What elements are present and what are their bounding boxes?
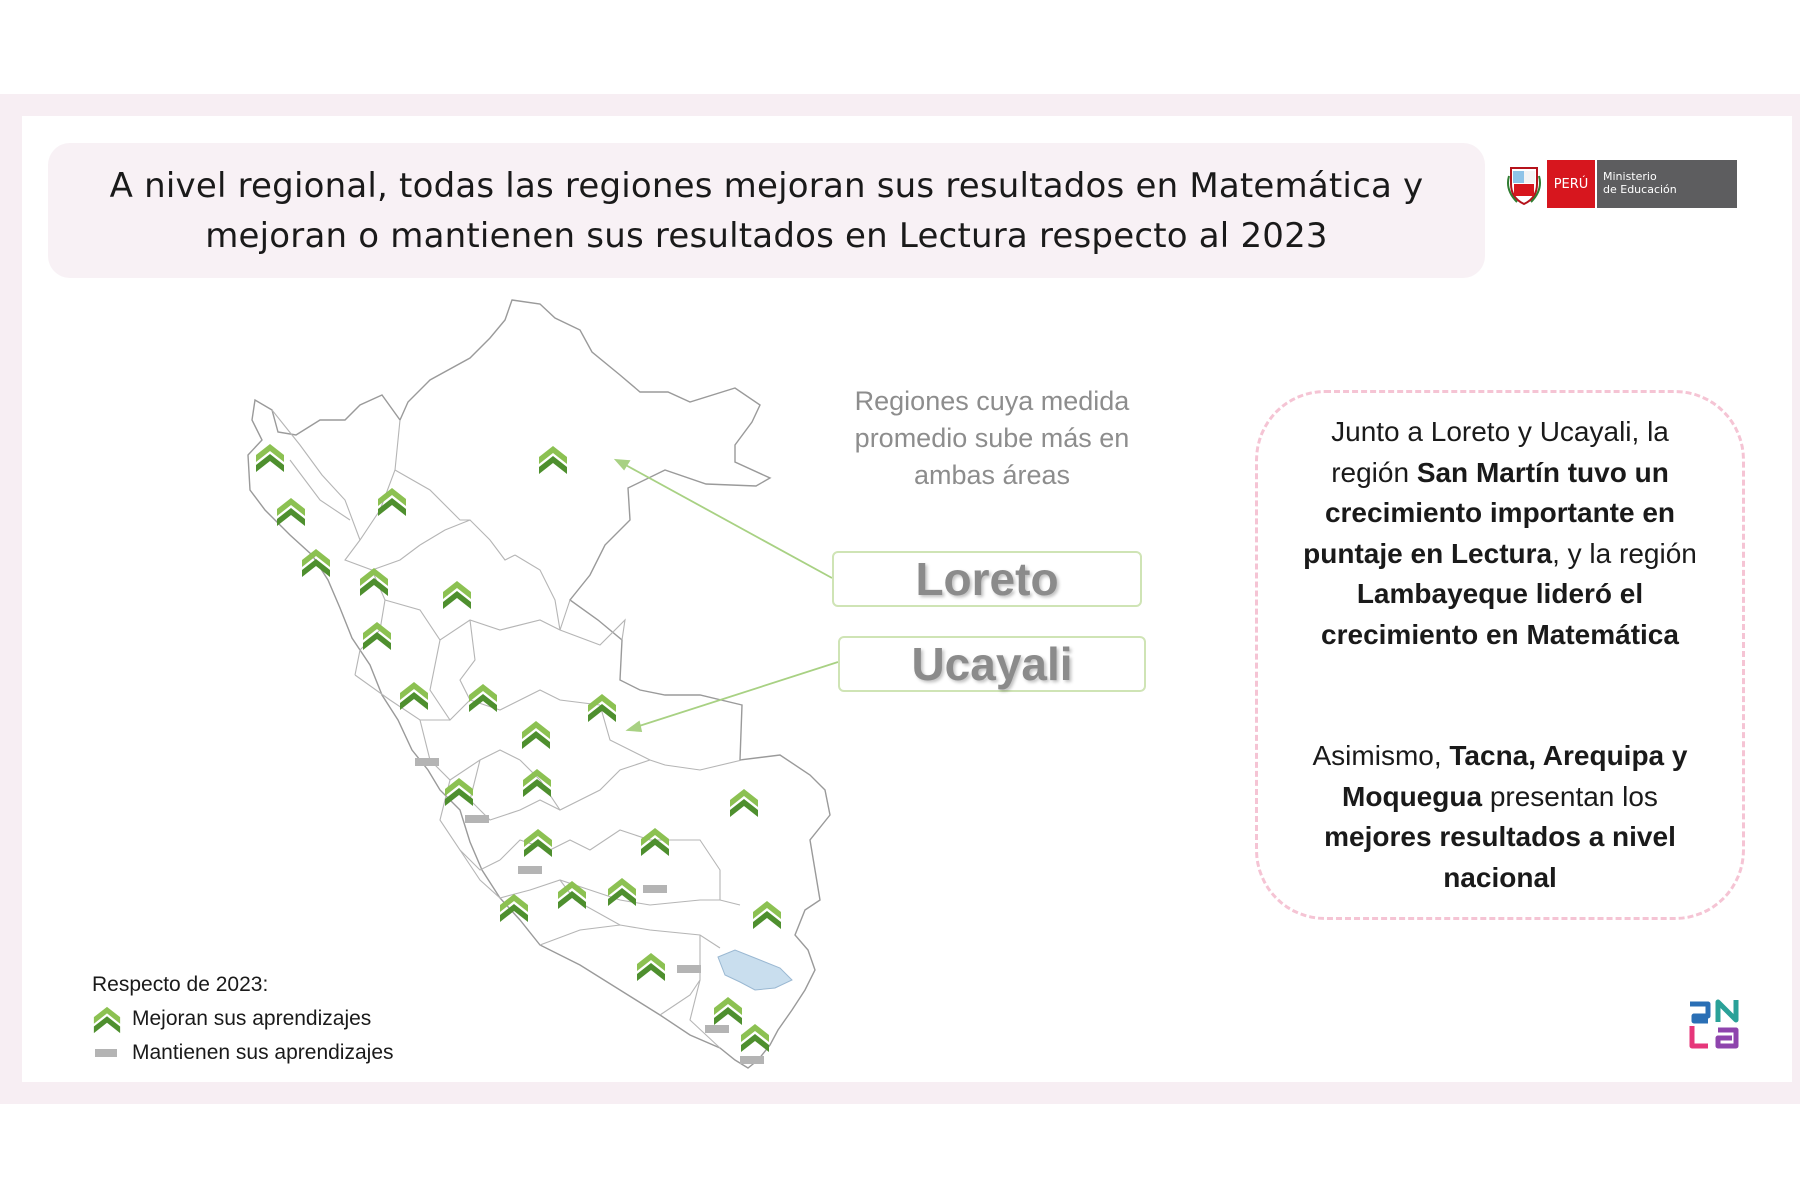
info-p1-line-4: puntaje en Lectura, y la región	[1303, 537, 1697, 569]
info-paragraph-1	[1280, 412, 1720, 655]
info-p2-line-4: nacional	[1443, 861, 1557, 893]
legend-maintain-row	[92, 1036, 394, 1070]
region-ucayali: Ucayali	[838, 636, 1146, 692]
enla-logo-icon	[1686, 996, 1746, 1052]
info-p1-line-6: crecimiento en Matemática	[1321, 618, 1679, 650]
double-chevron-up-icon	[92, 1004, 122, 1034]
dash-icon	[677, 965, 701, 973]
dash-icon	[643, 885, 667, 893]
info-p1-line-1: Junto a Loreto y Ucayali, la	[1331, 416, 1669, 447]
info-p2-line-3: mejores resultados a nivel	[1324, 821, 1676, 852]
info-p2-line-1: Asimismo, Tacna, Arequipa y	[1312, 740, 1688, 771]
legend-title: Respecto de 2023:	[92, 973, 269, 996]
logo-country: PERÚ	[1547, 160, 1595, 208]
info-p1-line-3: crecimiento importante en	[1324, 497, 1676, 528]
dash-icon	[518, 866, 542, 874]
title-line-1: A nivel regional, todas las regiones mejoran sus resultados en Matemática y	[109, 165, 1424, 206]
region-loreto: Loreto	[832, 551, 1142, 607]
dash-icon	[465, 815, 489, 823]
info-p2-line-2: Moquegua presentan los	[1342, 780, 1658, 812]
info-p1-line-5: Lambayeque lideró el	[1356, 578, 1644, 609]
map-legend	[92, 968, 394, 1070]
dash-icon	[705, 1025, 729, 1033]
logo-ministry-line-1: Ministerio	[1603, 170, 1657, 183]
dash-icon	[415, 758, 439, 766]
dash-icon	[740, 1056, 764, 1064]
caption-line-1: Regiones cuya medida	[854, 386, 1130, 416]
caption-line-2: promedio sube más en	[854, 423, 1130, 453]
caption-line-3: ambas áreas	[913, 460, 1071, 490]
info-paragraph-2	[1280, 736, 1720, 898]
legend-maintain-label: Mantienen sus aprendizajes	[132, 1041, 394, 1064]
logo-ministry-line-2: de Educación	[1603, 183, 1677, 196]
legend-improve-label: Mejoran sus aprendizajes	[132, 1007, 372, 1030]
gray-dash-icon	[92, 1048, 122, 1058]
legend-improve-row	[92, 1002, 394, 1036]
info-p1-line-2: región San Martín tuvo un	[1331, 456, 1669, 488]
title-line-2: mejoran o mantienen sus resultados en Lectura respecto al 2023	[205, 215, 1328, 256]
highlight-caption	[832, 383, 1152, 494]
